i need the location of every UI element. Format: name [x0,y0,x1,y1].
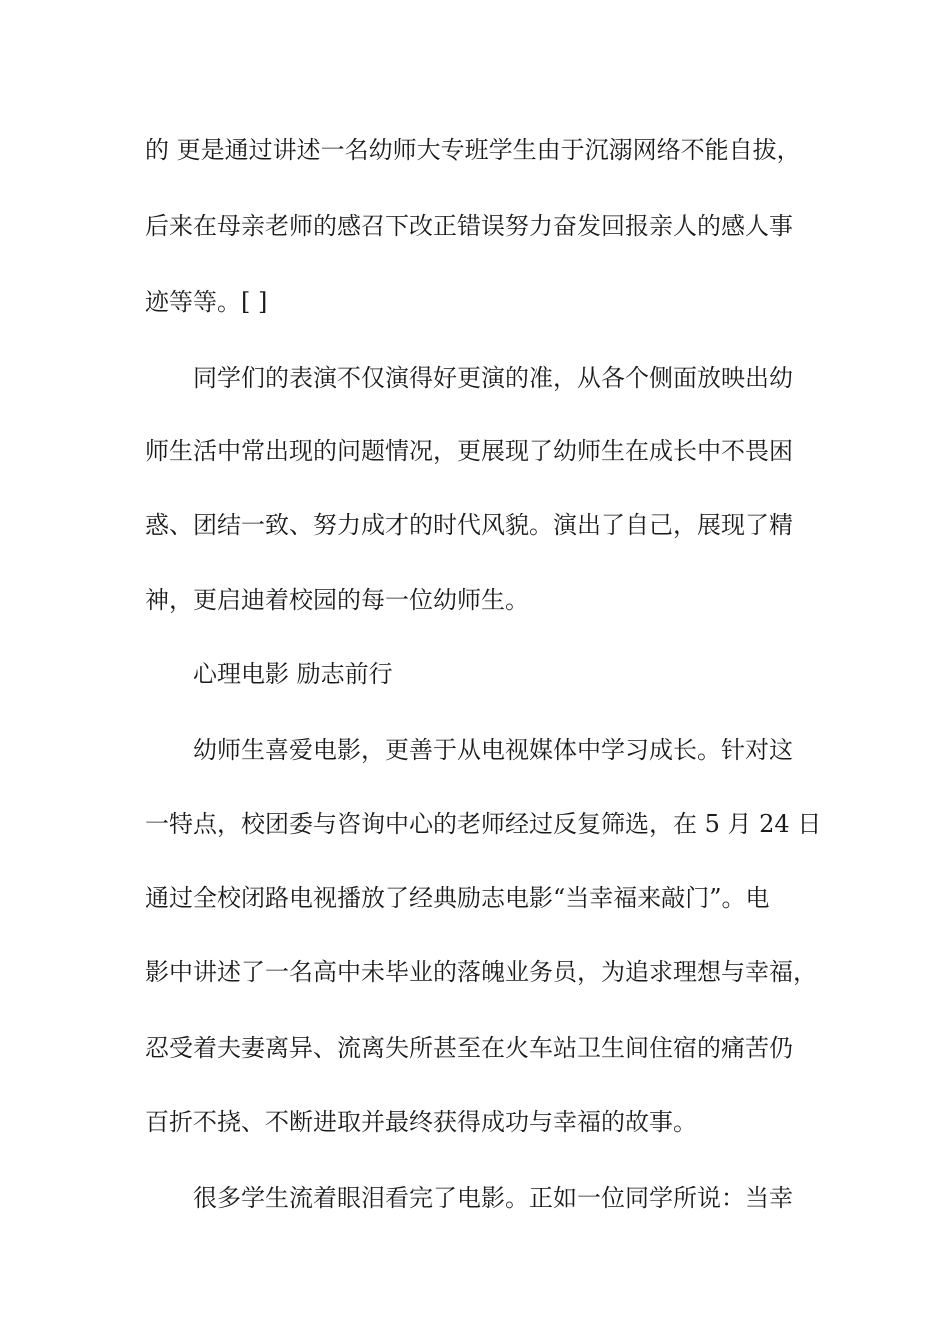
text-line: 惑、团结一致、努力成才的时代风貌。演出了自己，展现了精 [145,511,793,539]
text-line: 影中讲述了一名高中未毕业的落魄业务员，为追求理想与幸福， [145,958,817,986]
paragraph-first-line: 幼师生喜爱电影，更善于从电视媒体中学习成长。针对这 [193,736,793,764]
text-line: 通过全校闭路电视播放了经典励志电影“当幸福来敲门”。电 [145,884,770,912]
text-line: 的 更是通过讲述一名幼师大专班学生由于沉溺网络不能自拔， [145,136,801,164]
text-line: 后来在母亲老师的感召下改正错误努力奋发回报亲人的感人事 [145,212,793,240]
text-line: 迹等等。[ ] [145,288,268,316]
paragraph-first-line: 同学们的表演不仅演得好更演的准，从各个侧面放映出幼 [193,364,793,392]
paragraph-first-line: 很多学生流着眼泪看完了电影。正如一位同学所说：当幸 [193,1184,793,1212]
text-line: 忍受着夫妻离异、流离失所甚至在火车站卫生间住宿的痛苦仍 [145,1034,793,1062]
text-line: 神，更启迪着校园的每一位幼师生。 [145,586,529,614]
text-line: 百折不挠、不断进取并最终获得成功与幸福的故事。 [145,1108,697,1136]
text-line: 一特点，校团委与咨询中心的老师经过反复筛选，在 5 月 24 日 [145,810,822,838]
text-line: 师生活中常出现的问题情况，更展现了幼师生在成长中不畏困 [145,437,793,465]
section-heading: 心理电影 励志前行 [193,660,393,688]
